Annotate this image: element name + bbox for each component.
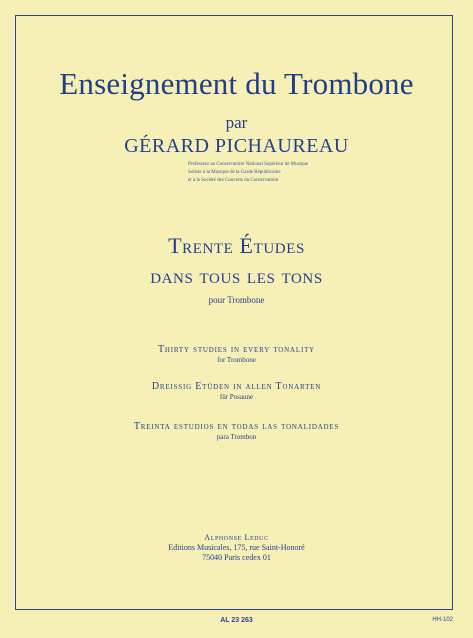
corner-code: HH-102	[432, 617, 453, 623]
translation-english-sub: for Trombone	[217, 356, 256, 364]
translation-spanish-sub: para Trombon	[216, 433, 257, 441]
translation-german: Dreissig Etüden in allen Tonarten	[151, 381, 322, 392]
credit-line: et à la Société des Concerts du Conservatoire	[188, 178, 279, 183]
credit-line: Professeur au Conservatoire National Supérieur de Musique	[188, 162, 309, 167]
catalog-number: AL 23 263	[220, 617, 253, 624]
author-name: GÉRARD PICHAUREAU	[124, 135, 349, 157]
cover-border	[15, 15, 453, 610]
author-credits	[188, 161, 358, 185]
translation-spanish: Treinta estudios en todas las tonalidades	[133, 421, 340, 432]
work-subtitle: pour Trombone	[208, 295, 265, 305]
by-label: par	[225, 113, 248, 132]
credit-line: Soliste à la Musique de la Garde Républicaine	[188, 170, 281, 175]
publisher-address: Editions Musicales, 175, rue Saint-Honoré	[168, 543, 305, 552]
cover-title: Enseignement du Trombone	[59, 66, 414, 101]
translation-german-sub: für Posaune	[219, 393, 254, 401]
publisher-name: Alphonse Leduc	[204, 533, 269, 542]
work-title-line1: Trente Études	[168, 233, 305, 258]
publisher-city: 75040 Paris cedex 01	[202, 553, 271, 562]
work-title-line2: dans tous les tons	[150, 263, 323, 288]
translation-english: Thirty studies in every tonality	[157, 344, 316, 355]
